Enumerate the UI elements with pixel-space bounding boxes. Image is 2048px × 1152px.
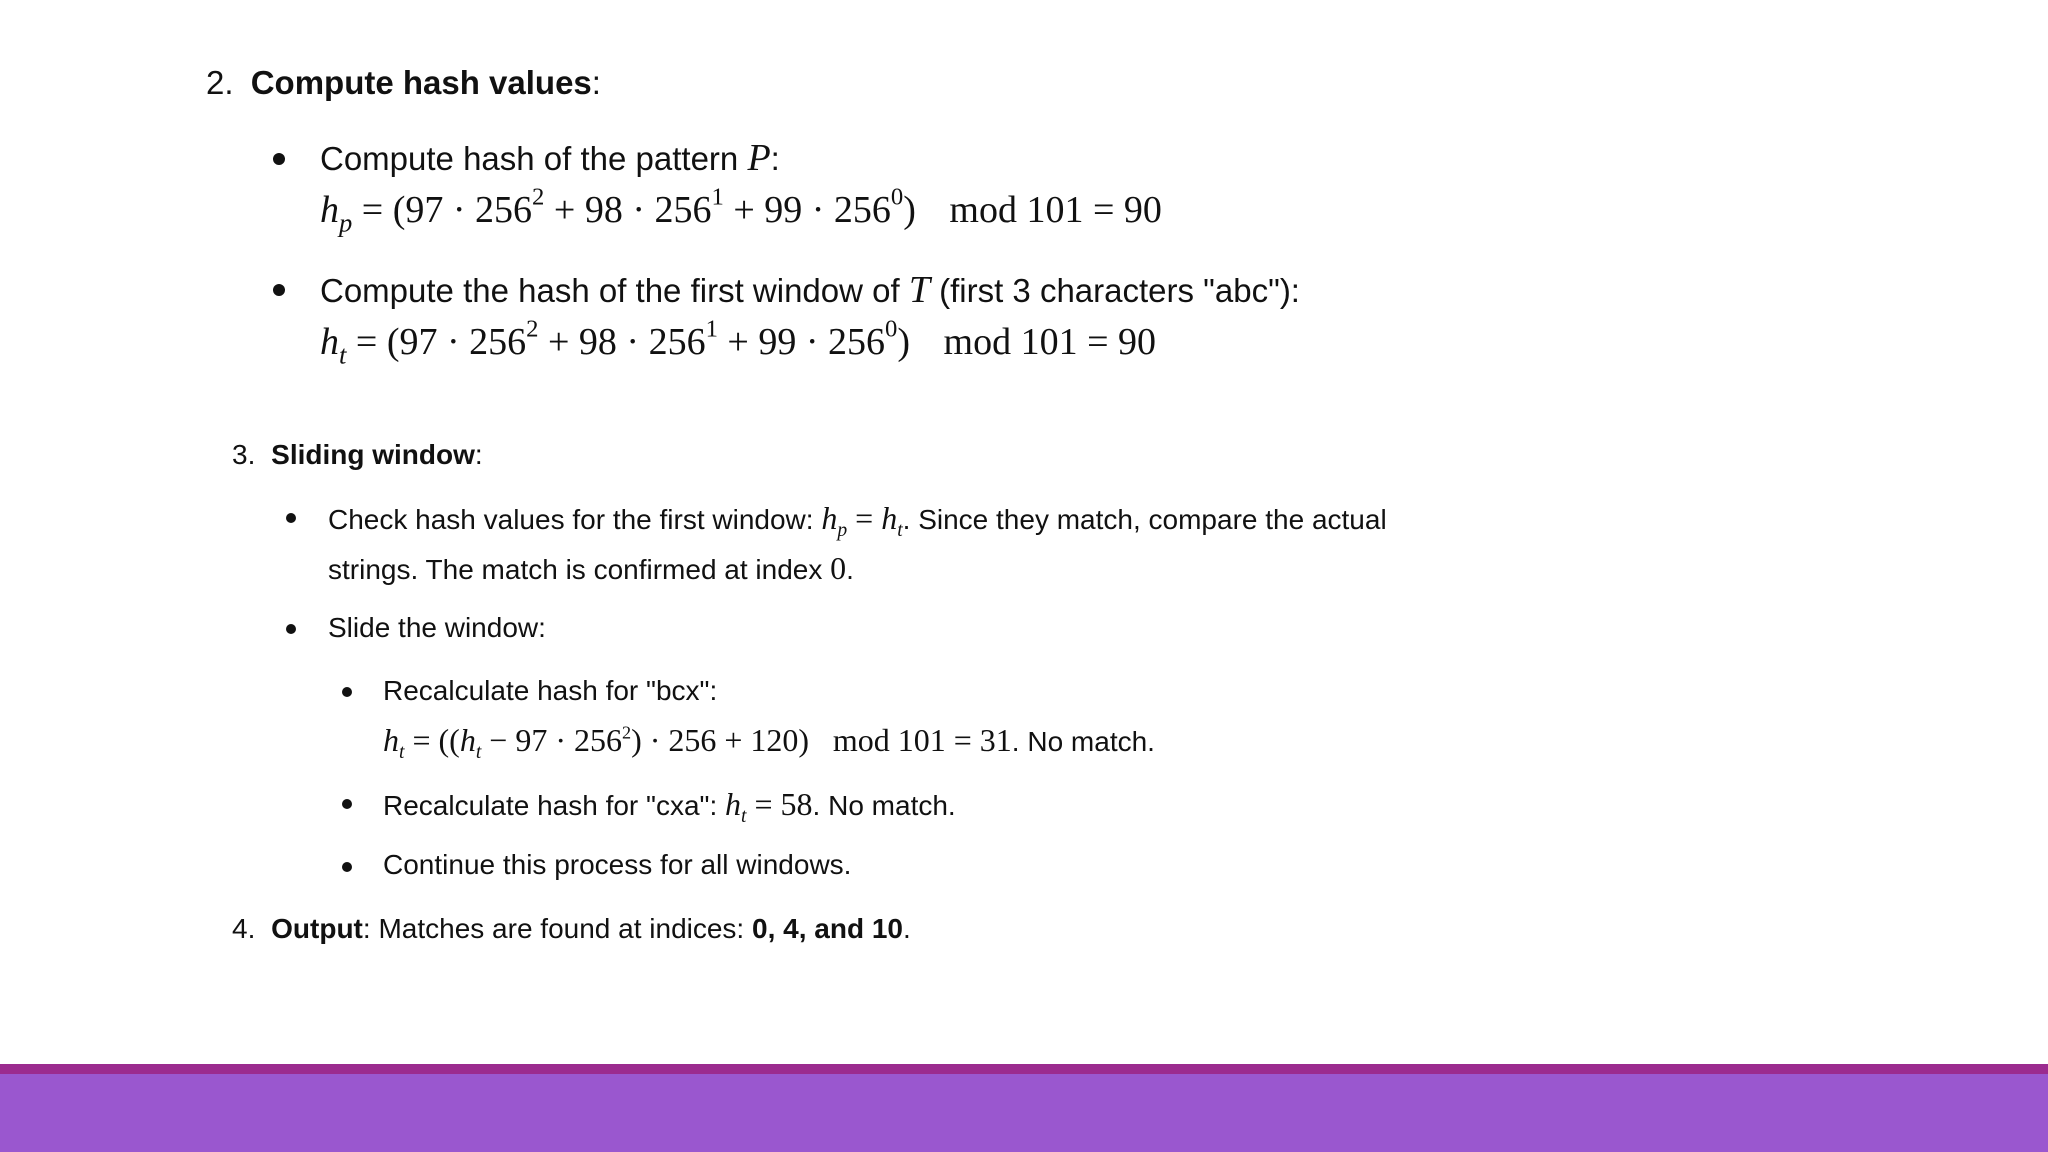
bullet-icon xyxy=(342,799,352,809)
colon: : xyxy=(770,140,780,177)
formula-ht xyxy=(320,315,1157,370)
math-var: h xyxy=(320,189,339,231)
bullet-text: Compute the hash of the first window of xyxy=(320,272,909,309)
math-exp: 2 xyxy=(526,315,539,343)
math-expr: = (97 · 256 xyxy=(361,189,533,231)
math-mod: mod 101 = 31 xyxy=(832,722,1012,758)
bullet-text: Check hash values for the first window: xyxy=(328,504,822,535)
step-number: 3. xyxy=(232,439,256,470)
step-3-bullet-1-line-2 xyxy=(328,550,854,587)
math-sub: t xyxy=(399,741,405,763)
step-title: Compute hash values xyxy=(250,64,592,101)
step-title: Sliding window xyxy=(271,439,475,470)
step-title: Output xyxy=(271,913,363,944)
math-var: h xyxy=(383,722,399,758)
bullet-text: Recalculate hash for "cxa": xyxy=(383,790,726,821)
bullet-text: Compute hash of the pattern xyxy=(320,140,748,177)
math-expr: + 98 · 256 xyxy=(544,189,712,231)
math-expr: + 99 · 256 xyxy=(717,321,886,363)
math-mod: mod 101 = 90 xyxy=(949,189,1162,231)
formula-bcx xyxy=(383,722,1155,763)
bullet-text: . Since they match, compare the actual xyxy=(902,504,1387,535)
math-expr: ) xyxy=(903,189,916,231)
math-expr: ) · 256 + 120) xyxy=(631,722,810,758)
math-expr: ) xyxy=(897,321,911,363)
footer-divider xyxy=(0,1064,2048,1074)
math-exp: 2 xyxy=(621,722,632,743)
bullet-text: strings. The match is confirmed at index xyxy=(328,554,831,585)
math-sub: t xyxy=(897,519,903,541)
math-var: P xyxy=(747,137,771,179)
bullet-icon xyxy=(273,153,285,165)
math-sub: p xyxy=(339,207,353,238)
math-var: h xyxy=(881,500,898,536)
math-eq: = xyxy=(847,500,882,536)
step-3-heading xyxy=(232,439,483,471)
sub-bullet-cxa xyxy=(383,786,956,827)
math-exp: 0 xyxy=(890,183,904,211)
step-2-heading xyxy=(206,64,601,102)
bullet-text: . No match. xyxy=(812,790,956,821)
bullet-text: Recalculate hash for "bcx": xyxy=(383,675,718,706)
math-var: h xyxy=(320,321,339,363)
footer-band xyxy=(0,1074,2048,1152)
bullet-text: (first 3 characters "abc"): xyxy=(929,272,1300,309)
math-exp: 1 xyxy=(705,315,718,343)
colon: : xyxy=(474,439,483,470)
bullet-text: . No match. xyxy=(1011,726,1155,757)
math-sub: t xyxy=(741,805,747,827)
output-text: : Matches are found at indices: xyxy=(362,913,752,944)
math-exp: 1 xyxy=(711,183,724,211)
colon: : xyxy=(591,64,601,101)
step-3-bullet-1-line-1 xyxy=(328,500,1387,541)
bullet-icon xyxy=(273,284,285,296)
bullet-text: . xyxy=(846,554,854,585)
step-number: 2. xyxy=(206,64,234,101)
step-2-bullet-2 xyxy=(320,268,1300,312)
math-var: h xyxy=(725,786,742,822)
math-expr: = (( xyxy=(404,722,460,758)
math-exp: 0 xyxy=(885,315,898,343)
bullet-text: Continue this process for all windows. xyxy=(383,849,852,880)
bullet-text: Slide the window: xyxy=(328,612,546,643)
math-sub: t xyxy=(475,741,482,763)
math-expr: = 58 xyxy=(746,786,813,822)
step-2-bullet-1 xyxy=(320,136,780,180)
math-var: 0 xyxy=(830,550,847,586)
math-var: h xyxy=(459,722,476,758)
sub-bullet-continue xyxy=(383,849,851,881)
bullet-icon xyxy=(286,624,296,634)
output-indices: 0, 4, and 10 xyxy=(752,913,903,944)
bullet-icon xyxy=(342,862,352,872)
step-number: 4. xyxy=(232,913,256,944)
sub-bullet-bcx xyxy=(383,675,717,707)
math-expr: + 98 · 256 xyxy=(538,321,706,363)
step-3-bullet-2 xyxy=(328,612,546,644)
math-sub: p xyxy=(837,519,848,541)
math-sub: t xyxy=(339,339,347,370)
bullet-icon xyxy=(286,513,296,523)
math-mod: mod 101 = 90 xyxy=(943,321,1157,363)
math-expr: − 97 · 256 xyxy=(481,722,622,758)
formula-hp xyxy=(320,183,1162,238)
math-expr: + 99 · 256 xyxy=(723,189,891,231)
period: . xyxy=(902,913,911,944)
bullet-icon xyxy=(342,687,352,697)
step-4-output xyxy=(232,913,911,945)
math-var: T xyxy=(908,269,930,311)
math-expr: = (97 · 256 xyxy=(355,321,527,363)
math-exp: 2 xyxy=(532,183,545,211)
math-var: h xyxy=(821,500,838,536)
